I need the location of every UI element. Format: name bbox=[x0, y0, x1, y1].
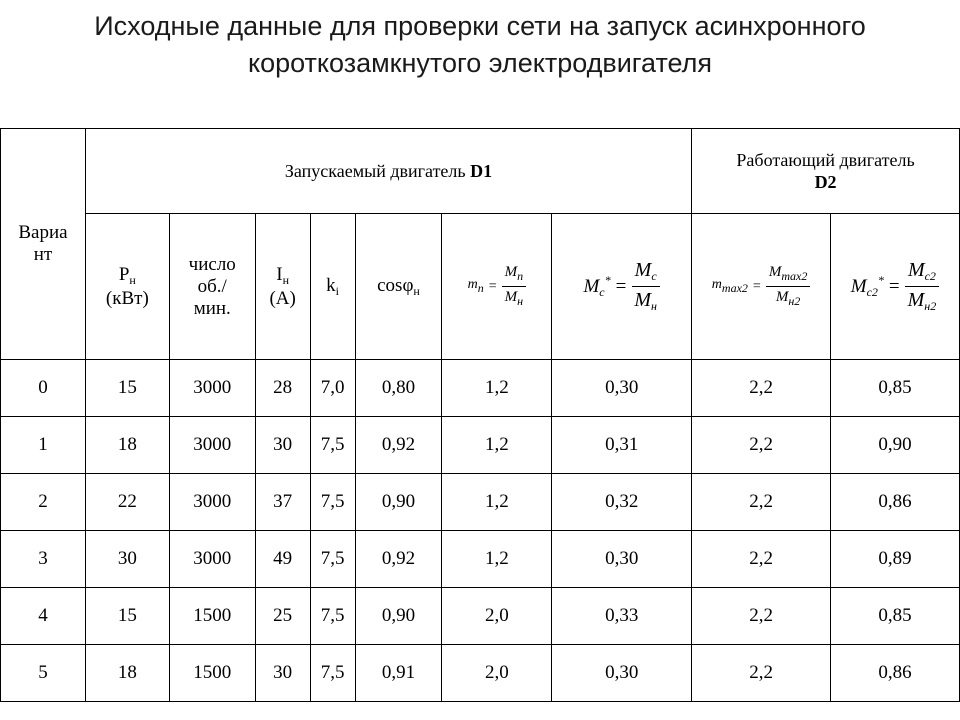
cell-pn: 15 bbox=[85, 588, 169, 645]
table-row bbox=[1, 360, 960, 417]
cell-mc2: 0,86 bbox=[831, 474, 960, 531]
header-speed-line-2: об./ bbox=[197, 275, 227, 297]
header-pn-sub: н bbox=[129, 272, 136, 287]
mc-den-sub: н bbox=[651, 299, 657, 313]
cell-pn: 15 bbox=[85, 360, 169, 417]
cell-cos: 0,80 bbox=[355, 360, 442, 417]
mmax2-lhs-sub: max2 bbox=[721, 281, 748, 295]
cell-mmax2: 2,2 bbox=[692, 474, 831, 531]
cell-mc2: 0,90 bbox=[831, 417, 960, 474]
mc2-eq: = bbox=[888, 275, 900, 297]
cell-mc2: 0,85 bbox=[831, 360, 960, 417]
mn-num: M bbox=[504, 264, 518, 280]
cell-mc2: 0,86 bbox=[831, 645, 960, 702]
cell-mmax2: 2,2 bbox=[692, 588, 831, 645]
cell-cos: 0,90 bbox=[355, 474, 442, 531]
header-variant bbox=[1, 129, 86, 360]
mmax2-num: M bbox=[768, 264, 782, 280]
cell-ki: 7,5 bbox=[310, 588, 355, 645]
cell-in: 28 bbox=[255, 360, 310, 417]
mmax2-lhs: m bbox=[711, 277, 722, 292]
header-speed-line-1: число bbox=[188, 253, 236, 275]
header-cos-symbol: cosφ bbox=[377, 274, 414, 296]
mc-den: M bbox=[634, 289, 651, 311]
header-group-d1-text: Запускаемый двигатель bbox=[284, 161, 471, 181]
header-cos bbox=[355, 214, 442, 360]
title-line-2: короткозамкнутого электродвигателя bbox=[247, 48, 713, 78]
header-ki-symbol: k bbox=[326, 274, 336, 296]
cell-mc2: 0,89 bbox=[831, 531, 960, 588]
cell-variant: 2 bbox=[1, 474, 86, 531]
mc-num: M bbox=[634, 259, 652, 281]
header-mc-formula bbox=[552, 214, 692, 360]
mc-lhs-sub: c bbox=[599, 285, 605, 299]
cell-mc: 0,33 bbox=[552, 588, 692, 645]
header-in bbox=[255, 214, 310, 360]
mmax2-eq: = bbox=[752, 278, 761, 294]
cell-variant: 0 bbox=[1, 360, 86, 417]
mc2-den-sub: н2 bbox=[924, 299, 937, 313]
mc-eq: = bbox=[615, 275, 627, 297]
cell-in: 49 bbox=[255, 531, 310, 588]
cell-mc: 0,30 bbox=[552, 645, 692, 702]
mmax2-den: M bbox=[775, 289, 789, 305]
mn-lhs-sub: п bbox=[477, 281, 484, 295]
table-row bbox=[1, 588, 960, 645]
table-row bbox=[1, 531, 960, 588]
header-in-sub: н bbox=[282, 272, 290, 287]
header-ki bbox=[310, 214, 355, 360]
cell-mmax2: 2,2 bbox=[692, 645, 831, 702]
header-pn-unit: (кВт) bbox=[105, 287, 149, 309]
cell-ki: 7,5 bbox=[310, 417, 355, 474]
header-row-2 bbox=[1, 214, 960, 360]
header-group-d2-bold: D2 bbox=[814, 172, 837, 192]
cell-ki: 7,0 bbox=[310, 360, 355, 417]
mc2-lhs: M bbox=[850, 276, 867, 297]
header-in-symbol: I bbox=[276, 263, 283, 285]
cell-cos: 0,92 bbox=[355, 531, 442, 588]
mn-den: M bbox=[504, 289, 518, 305]
cell-mc: 0,30 bbox=[552, 360, 692, 417]
cell-variant: 1 bbox=[1, 417, 86, 474]
title-line-1: Исходные данные для проверки сети на запуск асинхронного bbox=[94, 11, 866, 41]
mc2-num-sub: c2 bbox=[924, 269, 936, 283]
cell-mn: 1,2 bbox=[442, 417, 552, 474]
header-mmax2-formula bbox=[692, 214, 831, 360]
cell-pn: 18 bbox=[85, 645, 169, 702]
header-group-d2 bbox=[692, 129, 960, 214]
cell-speed: 3000 bbox=[169, 531, 255, 588]
cell-mmax2: 2,2 bbox=[692, 360, 831, 417]
cell-in: 30 bbox=[255, 417, 310, 474]
cell-cos: 0,92 bbox=[355, 417, 442, 474]
cell-mmax2: 2,2 bbox=[692, 531, 831, 588]
cell-mc: 0,32 bbox=[552, 474, 692, 531]
cell-pn: 18 bbox=[85, 417, 169, 474]
header-speed bbox=[169, 214, 255, 360]
header-in-unit: (А) bbox=[269, 287, 296, 309]
mc-lhs-sup: * bbox=[604, 273, 611, 287]
cell-ki: 7,5 bbox=[310, 531, 355, 588]
header-mn-formula bbox=[442, 214, 552, 360]
cell-cos: 0,91 bbox=[355, 645, 442, 702]
mc2-lhs-sub: c2 bbox=[866, 285, 878, 299]
header-group-d2-text: Работающий двигатель bbox=[736, 150, 915, 170]
header-pn bbox=[85, 214, 169, 360]
mmax2-num-sub: max2 bbox=[781, 269, 808, 283]
header-variant-line-2: нт bbox=[33, 244, 53, 265]
mn-eq: = bbox=[488, 278, 497, 294]
mn-den-sub: н bbox=[517, 294, 524, 308]
cell-mn: 2,0 bbox=[442, 645, 552, 702]
mn-num-sub: п bbox=[517, 269, 524, 283]
mn-lhs: m bbox=[467, 277, 478, 292]
slide-title bbox=[0, 8, 960, 82]
table-row bbox=[1, 474, 960, 531]
cell-mn: 1,2 bbox=[442, 360, 552, 417]
cell-in: 30 bbox=[255, 645, 310, 702]
header-mc2-formula bbox=[831, 214, 960, 360]
cell-mc2: 0,85 bbox=[831, 588, 960, 645]
cell-variant: 3 bbox=[1, 531, 86, 588]
mc2-lhs-sup: * bbox=[877, 273, 884, 287]
cell-ki: 7,5 bbox=[310, 474, 355, 531]
mc2-fraction bbox=[905, 259, 940, 314]
table-row bbox=[1, 417, 960, 474]
mc-num-sub: c bbox=[651, 269, 657, 283]
mmax2-fraction bbox=[766, 264, 811, 309]
mc-fraction bbox=[631, 259, 660, 314]
cell-cos: 0,90 bbox=[355, 588, 442, 645]
mmax2-den-sub: н2 bbox=[788, 294, 801, 308]
cell-speed: 3000 bbox=[169, 474, 255, 531]
cell-speed: 1500 bbox=[169, 588, 255, 645]
cell-speed: 3000 bbox=[169, 417, 255, 474]
cell-in: 25 bbox=[255, 588, 310, 645]
table-row bbox=[1, 645, 960, 702]
cell-speed: 1500 bbox=[169, 645, 255, 702]
mc2-den: M bbox=[907, 289, 925, 311]
header-ki-sub: i bbox=[335, 283, 339, 298]
header-variant-line-1: Вариа bbox=[18, 222, 68, 243]
mc2-num: M bbox=[907, 259, 925, 281]
mc-lhs: M bbox=[583, 276, 600, 297]
cell-ki: 7,5 bbox=[310, 645, 355, 702]
header-group-d1-bold: D1 bbox=[470, 161, 493, 181]
cell-mmax2: 2,2 bbox=[692, 417, 831, 474]
cell-mn: 2,0 bbox=[442, 588, 552, 645]
cell-pn: 30 bbox=[85, 531, 169, 588]
header-row-1 bbox=[1, 129, 960, 214]
header-group-d1 bbox=[85, 129, 691, 214]
cell-mc: 0,31 bbox=[552, 417, 692, 474]
mn-fraction bbox=[502, 264, 527, 309]
header-cos-sub: н bbox=[413, 283, 420, 298]
cell-variant: 4 bbox=[1, 588, 86, 645]
cell-mn: 1,2 bbox=[442, 531, 552, 588]
cell-pn: 22 bbox=[85, 474, 169, 531]
header-pn-symbol: P bbox=[118, 263, 130, 285]
header-speed-line-3: мин. bbox=[193, 297, 231, 319]
cell-mc: 0,30 bbox=[552, 531, 692, 588]
cell-in: 37 bbox=[255, 474, 310, 531]
motor-data-table bbox=[0, 128, 960, 702]
cell-variant: 5 bbox=[1, 645, 86, 702]
cell-speed: 3000 bbox=[169, 360, 255, 417]
cell-mn: 1,2 bbox=[442, 474, 552, 531]
